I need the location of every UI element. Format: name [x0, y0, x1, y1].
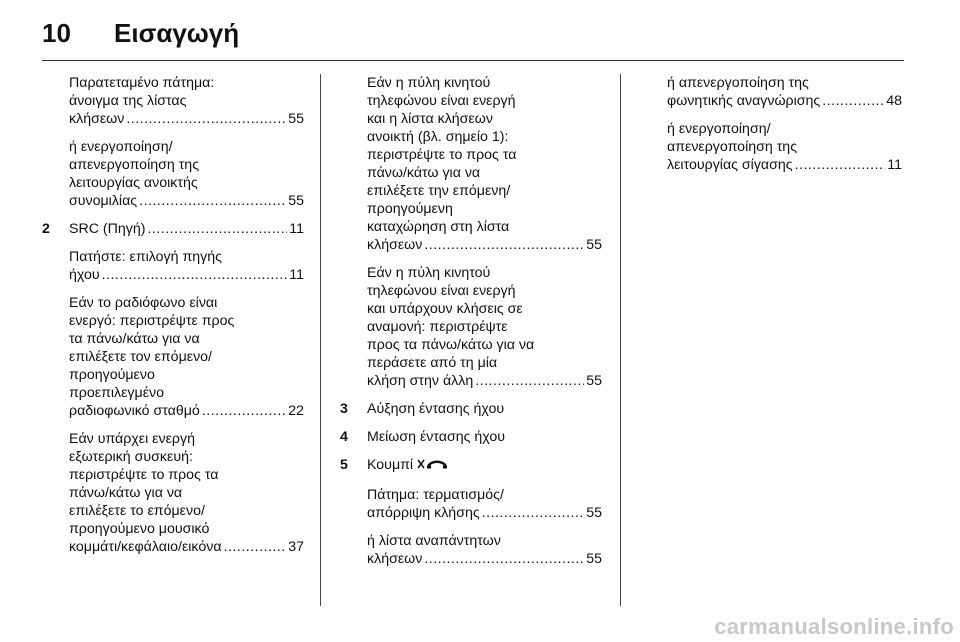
toc-line: [367, 550, 602, 568]
toc-line: [69, 402, 304, 420]
toc-line: [69, 110, 304, 128]
toc-text: κλήσεων: [367, 551, 423, 567]
text-line: ή λίστα αναπάντητων: [367, 533, 501, 549]
toc-text: ραδιοφωνικό σταθμό: [69, 403, 200, 419]
text-line: επιλέξετε την επόμενη/: [367, 183, 511, 199]
dot-leader: [102, 266, 288, 284]
list-item: [340, 264, 602, 390]
page-reference: 55: [586, 551, 602, 567]
list-item: [42, 138, 304, 210]
list-item: [340, 486, 602, 522]
dot-leader: [475, 372, 584, 390]
text-line: καταχώρηση στη λίστα: [367, 219, 510, 235]
text-line: Παρατεταμένο πάτημα:: [69, 75, 215, 91]
text-line: Εάν η πύλη κινητού: [367, 75, 491, 91]
text-line: απενεργοποίηση της: [667, 139, 798, 155]
toc-text: απόρριψη κλήσης: [367, 505, 480, 521]
text-line: τηλεφώνου είναι ενεργή: [367, 93, 516, 109]
list-item: [340, 400, 602, 418]
text-line: Πατήστε: επιλογή πηγής: [69, 249, 222, 265]
toc-line: [367, 504, 602, 522]
toc-text: SRC (Πηγή): [69, 221, 146, 237]
item-number: 3: [340, 401, 348, 417]
text-column-3: [640, 74, 902, 184]
page-title: Εισαγωγή: [114, 18, 240, 48]
list-item: [640, 120, 902, 174]
text-line: [367, 456, 602, 476]
text-line: ή ενεργοποίηση/: [69, 139, 173, 155]
list-item: [340, 532, 602, 568]
toc-line: [69, 220, 304, 238]
text-line: και υπάρχουν κλήσεις σε: [367, 301, 523, 317]
text-line: Εάν η πύλη κινητού: [367, 265, 491, 281]
list-item: [42, 294, 304, 420]
text-line: Αύξηση έντασης ήχου: [367, 401, 505, 417]
dot-leader: [795, 156, 886, 174]
dot-leader: [139, 192, 286, 210]
toc-line: [69, 266, 304, 284]
page-reference: 11: [887, 157, 902, 173]
text-line: Εάν το ραδιόφωνο είναι: [69, 295, 218, 311]
page-reference: 37: [288, 539, 304, 555]
text-line: τα πάνω/κάτω για να: [69, 331, 200, 347]
text-line: επιλέξετε το επόμενο/: [69, 503, 205, 519]
toc-text: λειτουργίας σίγασης: [667, 157, 793, 173]
hang-up-phone-icon: [417, 457, 449, 476]
toc-text: κομμάτι/κεφάλαιο/εικόνα: [69, 539, 222, 555]
watermark: carmanualsonline.info: [714, 614, 954, 639]
page-reference: 55: [288, 193, 304, 209]
toc-line: [69, 192, 304, 210]
text-line: προηγούμενο: [69, 367, 155, 383]
toc-line: [367, 372, 602, 390]
toc-text: ήχου: [69, 267, 100, 283]
text-line: προηγούμενη: [367, 201, 453, 217]
page-reference: 55: [288, 111, 304, 127]
text-line: προηγούμενο μουσικό: [69, 521, 210, 537]
dot-leader: [147, 220, 287, 238]
column-divider: [320, 74, 321, 606]
dot-leader: [126, 110, 286, 128]
toc-text: κλήσεων: [367, 237, 423, 253]
text-column-2: [340, 74, 602, 578]
text-line: τηλεφώνου είναι ενεργή: [367, 283, 516, 299]
dot-leader: [482, 504, 585, 522]
text-line: ή ενεργοποίηση/: [667, 121, 771, 137]
page-reference: 22: [288, 403, 304, 419]
text-line: ή απενεργοποίηση της: [667, 75, 809, 91]
text-line: άνοιγμα της λίστας: [69, 93, 187, 109]
text-line: εξωτερική συσκευή:: [69, 449, 193, 465]
list-item: [340, 428, 602, 446]
item-number: 5: [340, 457, 348, 473]
list-item: [42, 430, 304, 556]
toc-text: φωνητικής αναγνώρισης: [667, 93, 821, 109]
text-line: περάσετε από τη μία: [367, 355, 498, 371]
toc-line: [667, 92, 902, 110]
page-reference: 55: [586, 505, 602, 521]
text-line: ανοικτή (βλ. σημείο 1):: [367, 129, 509, 145]
text-line: Εάν υπάρχει ενεργή: [69, 431, 195, 447]
page-reference: 55: [586, 373, 602, 389]
list-item: [42, 220, 304, 238]
dot-leader: [424, 550, 584, 568]
text-line: προς τα πάνω/κάτω για να: [367, 337, 535, 353]
list-item: [42, 74, 304, 128]
toc-text: συνομιλίας: [69, 193, 138, 209]
text-line: αναμονή: περιστρέψτε: [367, 319, 508, 335]
list-item: [640, 74, 902, 110]
text-line: λειτουργίας ανοικτής: [69, 175, 198, 191]
dot-leader: [202, 402, 286, 420]
page-reference: 48: [886, 93, 902, 109]
page-reference: 11: [289, 267, 304, 283]
page-reference: 55: [586, 237, 602, 253]
dot-leader: [822, 92, 884, 110]
page-header: [42, 12, 904, 61]
dot-leader: [224, 538, 287, 556]
text-line: ενεργό: περιστρέψτε προς: [69, 313, 235, 329]
page-number: 10: [42, 18, 71, 48]
toc-text: κλήση στην άλλη: [367, 373, 474, 389]
toc-line: [667, 156, 902, 174]
text-line: Μείωση έντασης ήχου: [367, 429, 506, 445]
toc-text: κλήσεων: [69, 111, 125, 127]
list-item: [42, 248, 304, 284]
text-line: απενεργοποίηση της: [69, 157, 200, 173]
text-line: περιστρέψτε το προς τα: [367, 147, 517, 163]
text-line: Πάτημα: τερματισμός/: [367, 487, 504, 503]
text-column-1: [42, 74, 304, 566]
text-line: επιλέξετε τον επόμενο/: [69, 349, 212, 365]
text-line: πάνω/κάτω για να: [367, 165, 481, 181]
item-number: 2: [42, 221, 50, 237]
page-reference: 11: [289, 221, 304, 237]
button-label: Κουμπί: [367, 457, 414, 473]
text-line: πάνω/κάτω για να: [69, 485, 183, 501]
item-number: 4: [340, 429, 348, 445]
text-line: περιστρέψτε το προς τα: [69, 467, 219, 483]
toc-line: [367, 236, 602, 254]
text-line: και η λίστα κλήσεων: [367, 111, 493, 127]
list-item: [340, 456, 602, 476]
column-divider: [620, 74, 621, 606]
toc-line: [69, 538, 304, 556]
list-item: [340, 74, 602, 254]
dot-leader: [424, 236, 584, 254]
text-line: προεπιλεγμένο: [69, 385, 165, 401]
